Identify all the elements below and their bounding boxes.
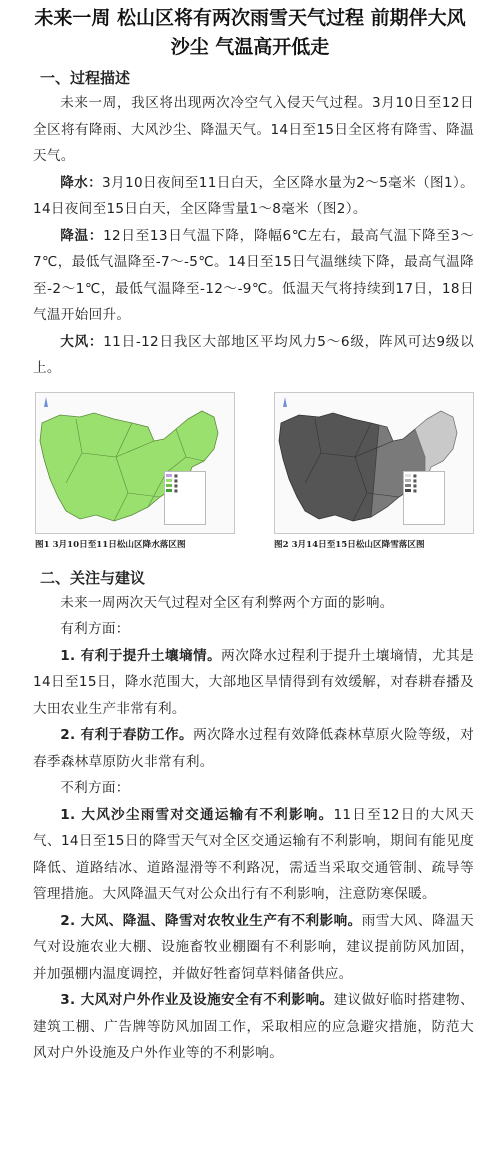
section-2-intro: 未来一周两次天气过程对全区有利弊两个方面的影响。 bbox=[60, 594, 394, 611]
figure-2 bbox=[274, 392, 474, 550]
map-legend: ■ ■ ■ ■ bbox=[164, 471, 206, 525]
figure-2-caption: 图2 3月14日至15日松山区降雪落区图 bbox=[274, 539, 425, 550]
title-line-1: 未来一周 松山区将有两次雨雪天气过程 前期伴大风 bbox=[34, 7, 466, 29]
overview-paragraph: 未来一周，我区将出现两次冷空气入侵天气过程。3月10日至12日全区将有降雨、大风沙尘、降温天气。14日至15日全区将有降雪、降温天气。 bbox=[33, 95, 474, 164]
precip-text: 3月10日夜间至11日白天，全区降水量为2～5毫米（图1）。14日夜间至15日白天，全区降雪量1～8毫米（图2）。 bbox=[33, 174, 475, 217]
unfavorable-item-2-text: 雨雪大风、降温天气对设施农业大棚、设施畜牧业棚圈有不利影响，建议提前防风加固，并加强棚内温度调控，并做好牲畜饲草料储备供应。 bbox=[33, 912, 474, 982]
unfavorable-item-1-label: 1. 大风沙尘雨雪对交通运输有不利影响。 bbox=[60, 806, 334, 823]
unfavorable-item-2-label: 2. 大风、降温、降雪对农牧业生产有不利影响。 bbox=[60, 912, 362, 929]
unfavorable-item-1-text: 11日至12日的大风天气、14日至15日的降雪天气对全区交通运输有不利影响，期间有能见度降低、道路结冰、道路湿滑等不利路况，需适当采取交通管制、疏导等管理措施。大风降温天气对公众出行有不利影响，注意防寒保暖。 bbox=[33, 806, 474, 902]
map-legend: ■ ■ ■ ■ bbox=[403, 471, 445, 525]
map-figures bbox=[35, 392, 474, 550]
temp-text: 12日至13日气温下降，降幅6℃左右，最高气温下降至3～7℃，最低气温降至-7～-5℃。14日至15日气温继续下降，最高气温降至-2～1℃，最低气温降至-12～-9℃。低温天气将持续到17日，18日气温开始回升。 bbox=[33, 227, 474, 323]
wind-label: 大风： bbox=[60, 333, 104, 350]
section-2-heading: 二、关注与建议 bbox=[40, 568, 146, 587]
favorable-item-1 bbox=[33, 643, 474, 723]
favorable-item-2-text: 两次降水过程有效降低森林草原火险等级，对春季森林草原防火非常有利。 bbox=[33, 727, 475, 770]
figure-1 bbox=[35, 392, 235, 550]
unfavorable-item-1 bbox=[33, 802, 474, 908]
favorable-item-2-label: 2. 有利于春防工作。 bbox=[60, 727, 194, 743]
title-line-2: 沙尘 气温高开低走 bbox=[170, 36, 330, 58]
wind-text: 11日-12日我区大部地区平均风力5～6级，阵风可达9级以上。 bbox=[33, 333, 474, 376]
region-shape-dark bbox=[279, 413, 379, 521]
precip-map bbox=[35, 392, 235, 534]
favorable-item-1-label: 1. 有利于提升土壤墒情。 bbox=[60, 647, 222, 664]
unfavorable-item-3-text: 建议做好临时搭建物、建筑工棚、广告牌等防风加固工作，采取相应的应急避灾措施，防范大风对户外设施及户外作业等的不利影响。 bbox=[33, 992, 475, 1061]
unfavorable-item-3-label: 3. 大风对户外作业及设施安全有不利影响。 bbox=[60, 992, 334, 1008]
north-arrow-icon bbox=[283, 397, 287, 407]
precip-paragraph bbox=[33, 170, 474, 223]
unfavorable-item-2 bbox=[33, 908, 474, 988]
favorable-item-1-text: 两次降水过程利于提升土壤墒情，尤其是14日至15日，降水范围大，大部地区旱情得到有效缓解，对春耕春播及大田农业生产非常有利。 bbox=[33, 647, 474, 717]
section-1-heading: 一、过程描述 bbox=[40, 69, 131, 87]
unfavorable-item-3 bbox=[33, 987, 474, 1067]
temp-paragraph bbox=[33, 223, 474, 329]
favorable-item-2 bbox=[33, 722, 474, 775]
wind-paragraph bbox=[33, 329, 474, 382]
favorable-heading: 有利方面： bbox=[60, 621, 130, 637]
north-arrow-icon bbox=[44, 397, 48, 407]
snow-map bbox=[274, 392, 474, 534]
temp-label: 降温： bbox=[60, 227, 104, 244]
precip-label: 降水： bbox=[60, 174, 103, 191]
page-title bbox=[0, 0, 500, 62]
unfavorable-heading: 不利方面： bbox=[60, 780, 130, 796]
figure-1-caption: 图1 3月10日至11日松山区降水落区图 bbox=[35, 539, 186, 550]
